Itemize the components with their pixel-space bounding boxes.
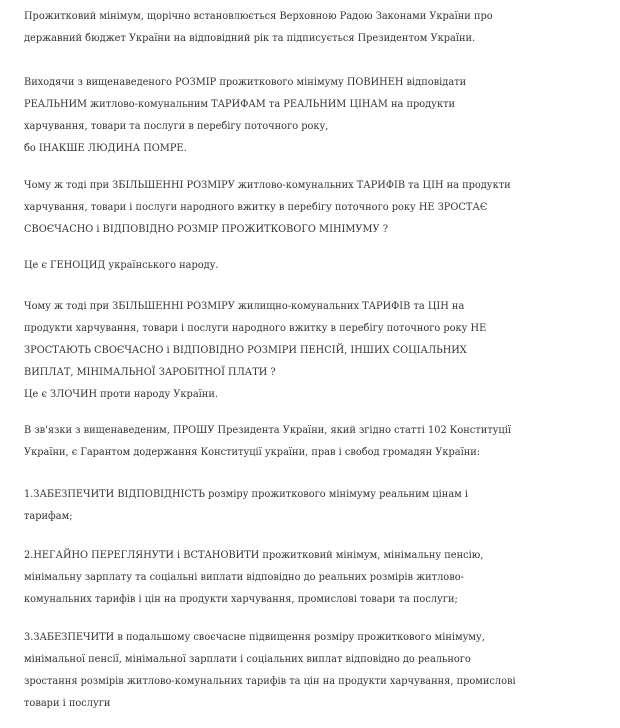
paragraph-subsistence-minimum-intro: [24, 6, 614, 50]
text-line: тарифам;: [24, 511, 73, 522]
paragraph-demand-3: [24, 627, 614, 715]
text-line: комунальних тарифів і цін на продукти харчування, промислові товари та послуги;: [24, 594, 458, 605]
text-line: Це є ЗЛОЧИН проти народу України.: [24, 389, 218, 400]
text-line: 2.НЕГАЙНО ПЕРЕГЛЯНУТИ і ВСТАНОВИТИ прожитковий мінімум, мінімальну пенсію,: [24, 550, 484, 561]
text-line: Чому ж тоді при ЗБІЛЬШЕННІ РОЗМІРУ жилищно-комунальних ТАРИФІВ та ЦІН на: [24, 301, 465, 312]
text-line: ЗРОСТАЮТЬ СВОЄЧАСНО і ВІДПОВІДНО РОЗМІРИ ПЕНСІЙ, ІНШИХ СОЦІАЛЬНИХ: [24, 345, 467, 356]
text-line: товари і послуги: [24, 698, 111, 709]
paragraph-demand-2: [24, 545, 614, 611]
paragraph-question-pensions: [24, 296, 614, 406]
text-line: Чому ж тоді при ЗБІЛЬШЕННІ РОЗМІРУ житлово-комунальних ТАРИФІВ та ЦІН на продукти: [24, 180, 511, 191]
text-line: харчування, товари і послуги народного вжитку в перебігу поточного року НЕ ЗРОСТАЄ: [24, 202, 488, 213]
text-line: ВИПЛАТ, МІНІМАЛЬНОЇ ЗАРОБІТНОЇ ПЛАТИ ?: [24, 367, 276, 378]
text-line: Це є ГЕНОЦИД українського народу.: [24, 260, 219, 271]
text-line: бо ІНАКШЕ ЛЮДИНА ПОМРЕ.: [24, 143, 187, 154]
paragraph-demand-1: [24, 484, 614, 528]
text-line: Прожитковий мінімум, щорічно встановлюється Верховною Радою Законами України про: [24, 11, 493, 22]
text-line: СВОЄЧАСНО і ВІДПОВІДНО РОЗМІР ПРОЖИТКОВОГО МІНІМУМУ ?: [24, 224, 388, 235]
text-line: 3.ЗАБЕЗПЕЧИТИ в подальшому своєчасне підвищення розміру прожиткового мінімуму,: [24, 632, 485, 643]
paragraph-question-minimum: [24, 175, 614, 241]
paragraph-request-president: [24, 420, 614, 464]
text-line: мінімальну зарплату та соціальні виплати відповідно до реальних розмірів житлово-: [24, 572, 464, 583]
text-line: України, є Гарантом додержання Конституції україни, прав і свобод громадян України:: [24, 447, 481, 458]
text-line: мінімальної пенсії, мінімальної зарплати і соціальних виплат відповідно до реального: [24, 654, 471, 665]
text-line: 1.ЗАБЕЗПЕЧИТИ ВІДПОВІДНІСТЬ розміру прожиткового мінімуму реальним цінам і: [24, 489, 469, 500]
paragraph-genocide: [24, 255, 614, 277]
text-line: продукти харчування, товари і послуги народного вжитку в перебігу поточного року НЕ: [24, 323, 487, 334]
text-line: В зв'язки з вищенаведеним, ПРОШУ Президента України, який згідно статті 102 Конституції: [24, 425, 511, 436]
text-line: РЕАЛЬНИМ житлово-комунальним ТАРИФАМ та РЕАЛЬНИМ ЦІНАМ на продукти: [24, 99, 456, 110]
text-line: харчування, товари та послуги в перебігу поточного року,: [24, 121, 329, 132]
text-line: Виходячи з вищенаведеного РОЗМІР прожиткового мінімуму ПОВИНЕН відповідати: [24, 77, 467, 88]
paragraph-real-tariffs: [24, 72, 614, 160]
text-line: державний бюджет України на відповідний рік та підписується Президентом України.: [24, 33, 476, 44]
text-line: зростання розмірів житлово-комунальних тарифів та цін на продукти харчування, промислові: [24, 676, 516, 687]
